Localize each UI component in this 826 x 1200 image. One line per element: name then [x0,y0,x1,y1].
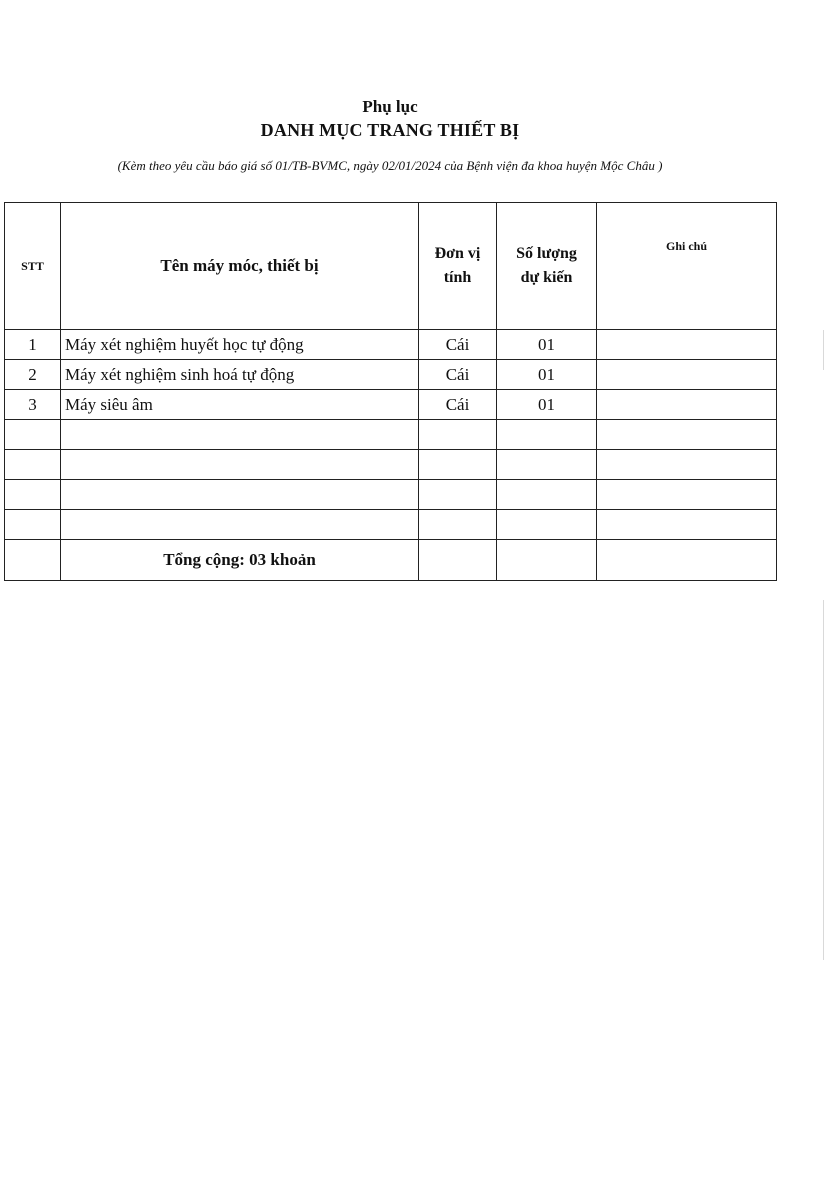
cell-quantity: 01 [497,360,597,390]
appendix-label: Phụ lục [362,97,418,116]
table-row [5,510,777,540]
scan-edge-mark [823,600,824,960]
cell-quantity [497,510,597,540]
cell-stt [5,480,61,510]
cell-unit [419,480,497,510]
cell-name [61,450,419,480]
cell-note [597,420,777,450]
document-title: DANH MỤC TRANG THIẾT BỊ [260,120,520,140]
cell-quantity [497,450,597,480]
cell-unit: Cái [419,390,497,420]
cell-note [597,450,777,480]
document-subtitle: (Kèm theo yêu cầu báo giá số 01/TB-BVMC, ngày 02/01/2024 của Bệnh viện đa khoa huyện Mộc Châu ) [117,158,663,173]
total-cell-note [597,540,777,581]
column-header-quantity-line1: Số lượng [516,245,577,262]
cell-stt [5,450,61,480]
total-cell-unit [419,540,497,581]
cell-quantity: 01 [497,390,597,420]
column-header-unit [419,203,497,330]
cell-name [61,420,419,450]
column-header-note: Ghi chú [597,203,777,330]
total-cell-stt [5,540,61,581]
cell-quantity: 01 [497,330,597,360]
cell-stt [5,510,61,540]
cell-stt: 3 [5,390,61,420]
cell-note [597,330,777,360]
cell-unit [419,510,497,540]
table-row [5,330,777,360]
column-header-unit-line2: tính [443,269,472,286]
total-cell-quantity [497,540,597,581]
cell-note [597,510,777,540]
cell-name: Máy siêu âm [61,390,419,420]
cell-stt: 1 [5,330,61,360]
cell-name: Máy xét nghiệm sinh hoá tự động [61,360,419,390]
column-header-quantity-line2: dự kiến [520,269,573,286]
scan-edge-mark [823,330,824,370]
cell-unit: Cái [419,330,497,360]
cell-stt [5,420,61,450]
cell-unit: Cái [419,360,497,390]
cell-note [597,390,777,420]
column-header-unit-line1: Đơn vị [434,245,481,262]
column-header-quantity [497,203,597,330]
table-header-row [5,203,777,330]
cell-unit [419,450,497,480]
total-row [5,540,777,581]
table-row [5,420,777,450]
cell-quantity [497,420,597,450]
total-label: Tổng cộng: 03 khoản [61,540,419,581]
table-row [5,360,777,390]
column-header-stt: STT [5,203,61,330]
cell-unit [419,420,497,450]
table-row [5,480,777,510]
table-row [5,390,777,420]
cell-quantity [497,480,597,510]
cell-name [61,510,419,540]
cell-name [61,480,419,510]
table-row [5,450,777,480]
cell-name: Máy xét nghiệm huyết học tự động [61,330,419,360]
cell-note [597,480,777,510]
cell-note [597,360,777,390]
equipment-table [4,202,777,581]
cell-stt: 2 [5,360,61,390]
column-header-name: Tên máy móc, thiết bị [61,203,419,330]
